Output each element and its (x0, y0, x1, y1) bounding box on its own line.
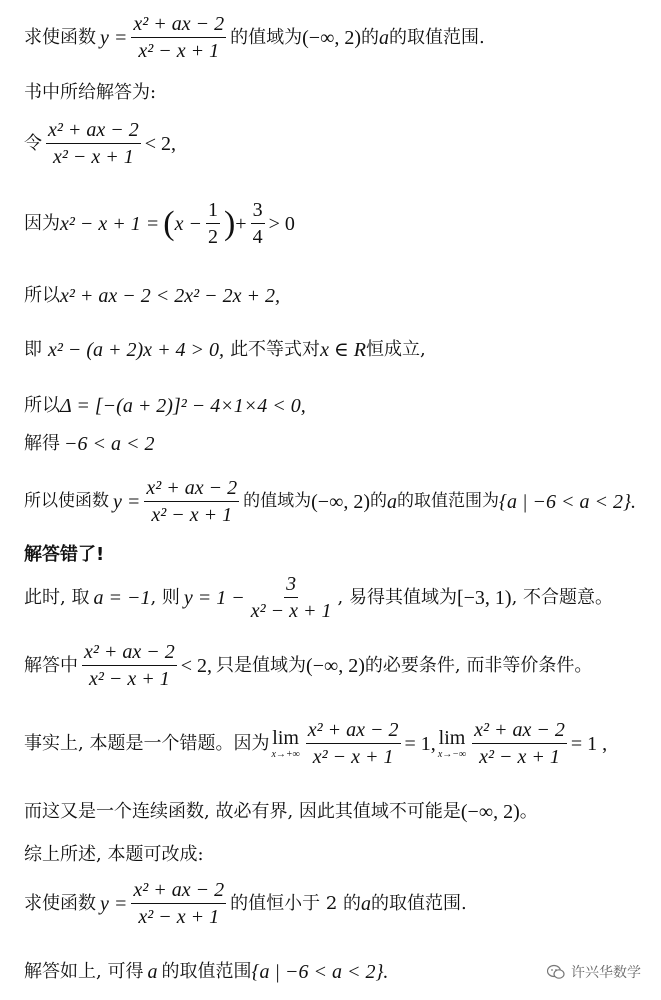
counter-lead: 此时, 取 (24, 586, 90, 608)
step2-quarter-num: 3 (251, 200, 265, 224)
revised-tail: 的取值范围. (371, 892, 467, 914)
counter-assign: a = −1 (93, 586, 151, 609)
step4-mid: 此不等式对 (230, 339, 321, 360)
bounded-range: (−∞, 2) (460, 801, 520, 823)
limit-sub-plus: x→+∞ (271, 748, 300, 760)
necessary-numerator: x² + ax − 2 (82, 642, 177, 666)
step4-expr: x² − (a + 2)x + 4 > 0, (48, 339, 225, 361)
book-answer-text: 书中所给解答为: (24, 82, 157, 103)
problem-y: y = (100, 26, 128, 49)
counter-mid2: , 易得其值域为 (337, 586, 457, 608)
fact-denominator-1: x² − x + 1 (312, 746, 394, 768)
summary (24, 846, 204, 864)
step7-mid2: 的 (369, 491, 387, 511)
fact-eq1: = 1, (404, 732, 436, 755)
step3-lead: 所以 (24, 285, 60, 306)
step7-tail: 的取值范围为 (396, 491, 499, 511)
necessary-condition (24, 642, 592, 689)
step7-lead: 所以使函数 (24, 491, 109, 511)
step1-fraction (46, 120, 141, 167)
step-5 (24, 396, 306, 416)
watermark (547, 962, 641, 982)
limit-sub-minus: x→−∞ (437, 748, 467, 760)
counter-example (24, 574, 613, 621)
bounded-tail: 。 (519, 801, 538, 822)
problem-numerator: x² + ax − 2 (131, 14, 226, 38)
step7-fraction (144, 478, 239, 525)
necessary-lead: 解答中 (24, 654, 78, 676)
problem-tail: 的取值范围. (388, 26, 485, 48)
step1-lead: 令 (24, 132, 42, 154)
step-6 (24, 434, 155, 454)
step-2 (24, 200, 295, 247)
step-1 (24, 120, 176, 167)
counter-y: y = 1 − (183, 586, 245, 609)
necessary-mid: 只是值域为 (216, 654, 307, 676)
revised-var-a: a (361, 892, 372, 915)
revised-fraction (131, 880, 226, 927)
step4-lead: 即 (24, 339, 42, 360)
step7-y: y = (113, 490, 141, 513)
counter-range: [−3, 1) (456, 586, 512, 609)
problem-mid: 的值域为 (230, 26, 303, 48)
step7-numerator: x² + ax − 2 (144, 478, 239, 502)
step6-lead: 解得 (24, 433, 60, 454)
step2-plus: + (235, 212, 247, 235)
step7-denominator: x² − x + 1 (151, 504, 233, 526)
counter-mid: , 则 (150, 586, 180, 608)
step2-paren-left: ( (163, 204, 175, 242)
revised-y: y = (100, 892, 128, 915)
problem-mid2: 的 (360, 26, 379, 48)
step2-half-den: 2 (207, 226, 218, 248)
step-4 (24, 340, 426, 360)
counter-fraction (249, 574, 334, 621)
necessary-denominator: x² − x + 1 (89, 668, 170, 690)
necessary-fraction (82, 642, 177, 689)
fact-fraction-1 (306, 720, 401, 767)
revised-mid: 的值恒小于 2 的 (230, 892, 362, 914)
limit-label: lim (272, 726, 299, 749)
final-var-a: a (147, 961, 158, 983)
step7-range: (−∞, 2) (311, 490, 370, 513)
problem-fraction (131, 14, 226, 61)
fact-denominator-2: x² − x + 1 (479, 746, 560, 768)
watermark-text: 许兴华数学 (571, 965, 641, 981)
limit-minus-infinity (438, 728, 466, 760)
wechat-icon (547, 964, 565, 980)
final-mid: 的取值范围 (161, 961, 252, 982)
step7-var-a: a (386, 490, 397, 513)
necessary-range: (−∞, 2) (306, 654, 365, 677)
revised-denominator: x² − x + 1 (138, 906, 220, 928)
step3-expr: x² + ax − 2 < 2x² − 2x + 2, (60, 285, 280, 307)
final-set: {a | −6 < a < 2}. (251, 961, 389, 983)
wrong-heading (24, 546, 104, 564)
fact-eq2: = 1 , (570, 732, 608, 755)
step7-mid: 的值域为 (243, 491, 312, 511)
step7-set: {a | −6 < a < 2}. (498, 490, 636, 513)
revised-lead: 求使函数 (24, 892, 96, 914)
step2-fraction-half (206, 200, 220, 247)
fact-numerator-2: x² + ax − 2 (472, 720, 567, 744)
wrong-text: 解答错了! (24, 544, 105, 565)
necessary-ineq: < 2, (180, 654, 213, 677)
problem-denominator: x² − x + 1 (138, 40, 220, 62)
step2-lead: 因为 (24, 212, 60, 234)
fact-lead: 事实上, 本题是一个错题。因为 (24, 732, 270, 754)
step-3 (24, 286, 280, 306)
step2-tail: > 0 (268, 212, 295, 235)
counter-denominator: x² − x + 1 (250, 600, 332, 622)
step2-x-minus: x − (174, 212, 202, 235)
step2-expr: x² − x + 1 = (60, 212, 160, 235)
fact-limits (24, 720, 607, 767)
final-answer (24, 962, 388, 982)
step2-fraction-three-quarters (251, 200, 265, 247)
bounded-text: 而这又是一个连续函数, 故必有界, 因此其值域不可能是 (24, 801, 461, 822)
step5-expr: Δ = [−(a + 2)]² − 4×1×4 < 0, (60, 395, 306, 417)
problem-statement (24, 14, 485, 61)
limit-label-2: lim (438, 726, 466, 749)
book-answer-heading (24, 84, 156, 102)
revised-numerator: x² + ax − 2 (131, 880, 226, 904)
step5-lead: 所以 (24, 395, 60, 416)
step6-expr: −6 < a < 2 (64, 433, 155, 455)
step1-tail: < 2, (144, 132, 177, 155)
revised-problem (24, 880, 467, 927)
bounded-statement (24, 802, 538, 822)
summary-text: 综上所述, 本题可改成: (24, 844, 204, 865)
final-lead: 解答如上, 可得 (24, 961, 144, 982)
problem-range: (−∞, 2) (302, 26, 361, 49)
fact-numerator-1: x² + ax − 2 (306, 720, 401, 744)
step2-half-num: 1 (206, 200, 220, 224)
step4-tail: 恒成立, (365, 339, 426, 360)
step-7 (24, 478, 636, 525)
step2-quarter-den: 4 (252, 226, 263, 248)
step4-cond: x ∈ R (320, 339, 366, 361)
fact-fraction-2 (472, 720, 567, 767)
counter-numerator: 3 (284, 574, 298, 598)
step1-denominator: x² − x + 1 (53, 146, 134, 168)
problem-var-a: a (378, 26, 389, 49)
step1-numerator: x² + ax − 2 (46, 120, 141, 144)
limit-plus-infinity (271, 728, 299, 760)
step2-paren-right: ) (223, 204, 236, 242)
counter-tail: , 不合题意。 (511, 586, 614, 608)
problem-lead: 求使函数 (24, 26, 96, 48)
necessary-tail: 的必要条件, 而非等价条件。 (364, 654, 593, 676)
